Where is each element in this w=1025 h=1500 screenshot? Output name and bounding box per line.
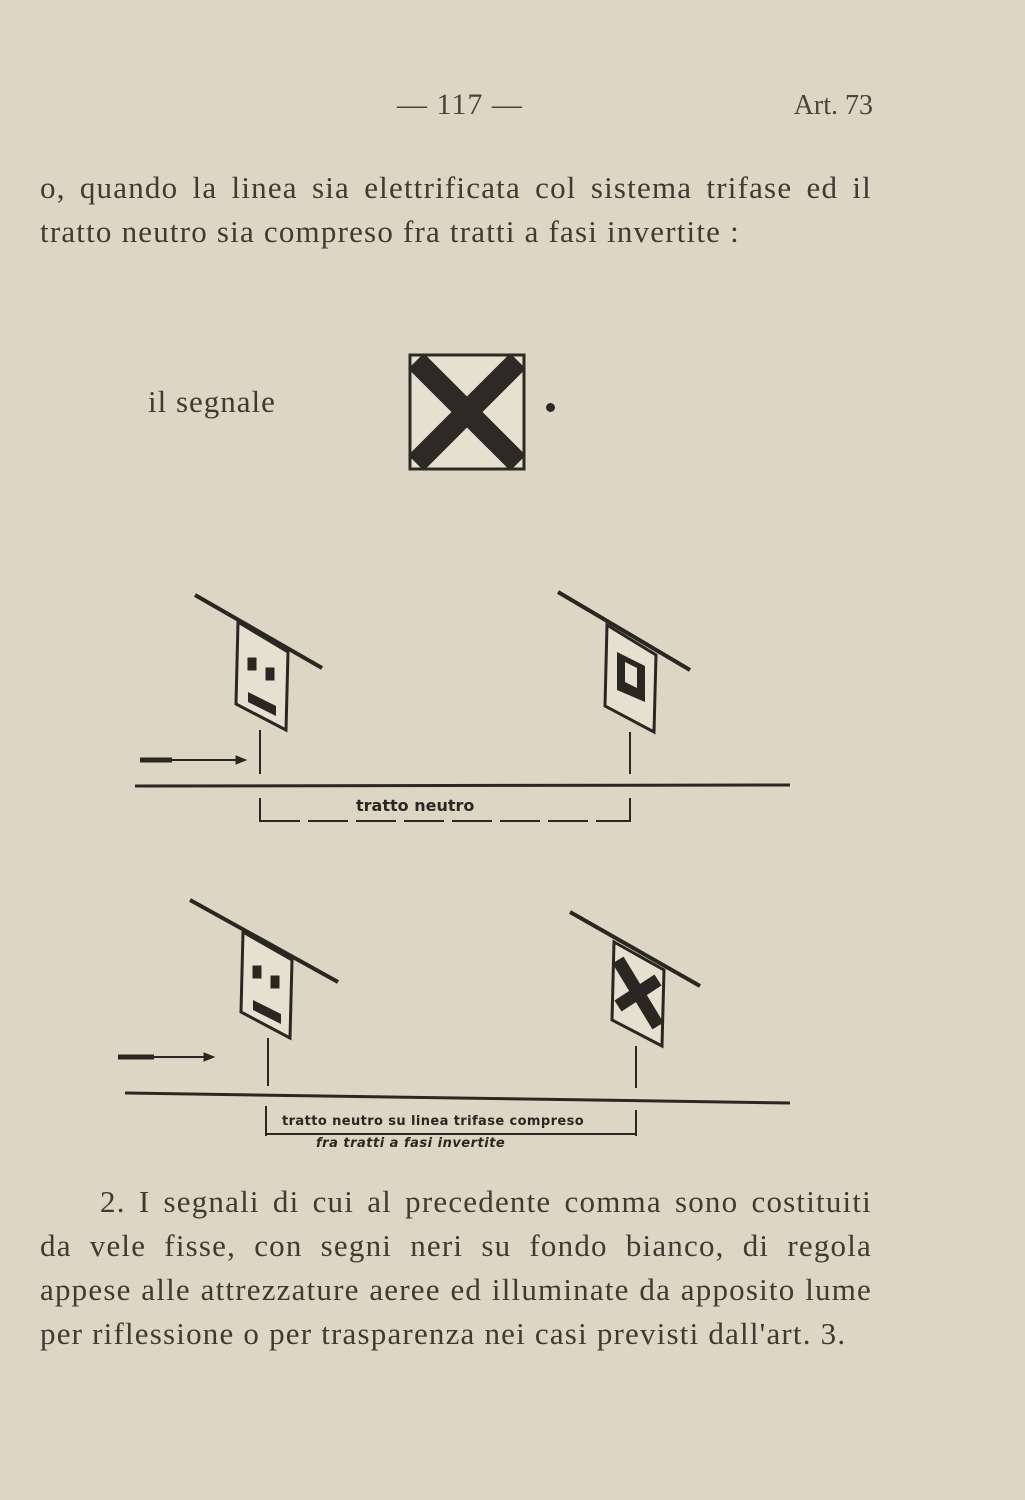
figure-drawing [0, 570, 1025, 1170]
figure-neutral-section [0, 570, 1025, 1170]
mark [271, 976, 279, 988]
paragraph-intro: o, quando la linea sia elettrificata col sistema trifase ed il tratto neutro sia compreso fra tratti a fasi invertite : [40, 170, 872, 249]
lower-caption-line-1: tratto neutro su linea trifase compreso [282, 1114, 585, 1129]
signal-period [546, 403, 555, 412]
upper-caption: tratto neutro [356, 796, 475, 815]
arrowhead [236, 756, 246, 764]
x-cross-signal-icon [408, 353, 526, 471]
page-number: — 117 — [397, 88, 523, 121]
article-reference: Art. 73 [793, 90, 873, 121]
signal-label: il segnale [148, 384, 276, 419]
mark [266, 668, 274, 680]
panel-lower-left [241, 932, 292, 1038]
mark [253, 966, 261, 978]
track-lower [125, 1093, 790, 1103]
arrowhead [204, 1053, 214, 1061]
mark [248, 658, 256, 670]
track-upper [135, 785, 790, 786]
lower-caption-line-2: fra tratti a fasi invertite [316, 1136, 506, 1151]
panel-upper-left [236, 622, 288, 730]
paragraph-signals: 2. I segnali di cui al precedente comma sono costituiti da vele fisse, con segni neri su fondo bianco, di regola appese alle attrezzature aeree ed illuminate da apposito lume per riflessione o per trasparenza nei casi previsti dall'art. 3. [40, 1184, 872, 1351]
